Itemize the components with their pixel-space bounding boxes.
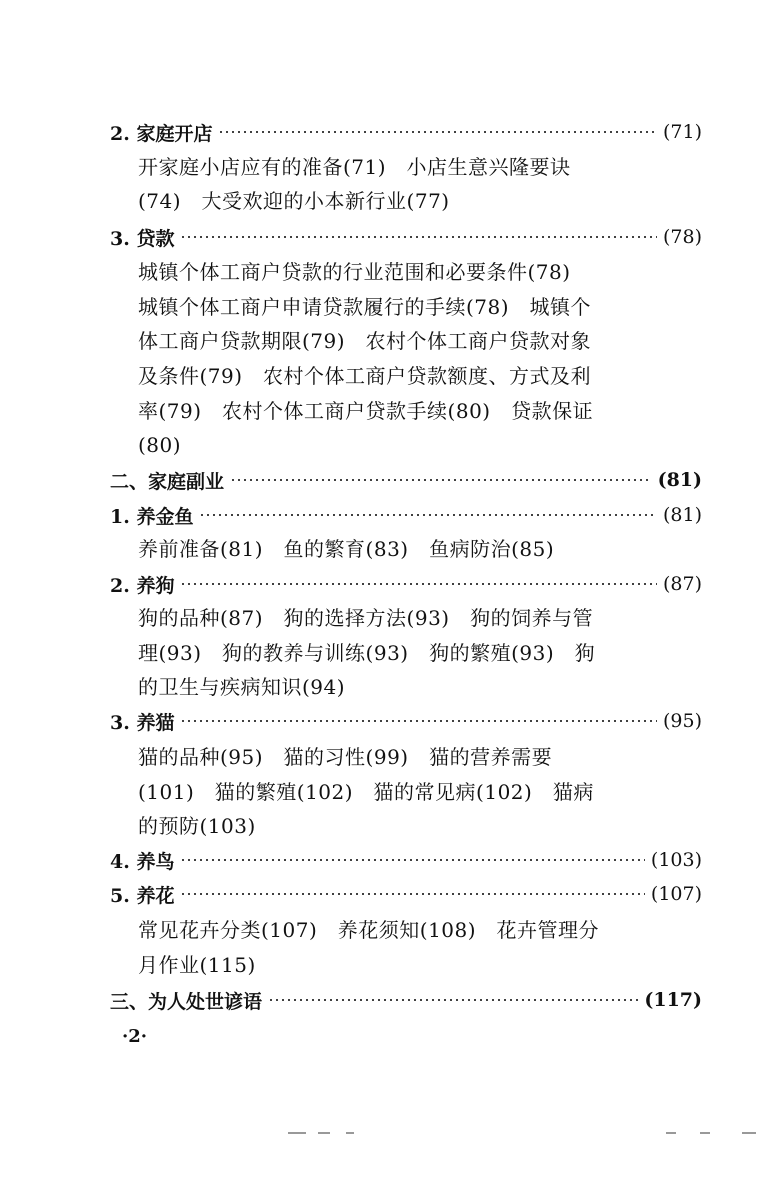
toc-subline: (74) 大受欢迎的小本新行业(77) [138,189,450,213]
toc-entry-dogs [110,566,702,602]
scan-speck [346,1132,354,1134]
entry-page: (81) [657,469,702,491]
toc-subline: 的卫生与疾病知识(94) [138,675,346,699]
toc-subline: 开家庭小店应有的准备(71) 小店生意兴隆要诀 [138,155,571,179]
toc-entry-home-shop [110,114,702,150]
entry-title: 5. 养花 [110,884,175,907]
entry-title: 二、家庭副业 [110,470,225,493]
scan-speck [666,1132,676,1134]
entry-page: (117) [644,989,702,1011]
toc-subline: 城镇个体工商户贷款的行业范围和必要条件(78) [138,260,571,284]
toc-subline: 常见花卉分类(107) 养花须知(108) 花卉管理分 [138,918,600,942]
dot-leader [180,720,657,722]
toc-entry-flowers [110,876,702,912]
scan-speck [288,1132,306,1134]
toc-subline: 猫的品种(95) 猫的习性(99) 猫的营养需要 [138,745,553,769]
toc-entry-goldfish [110,497,702,533]
entry-title: 2. 养狗 [110,574,175,597]
dot-leader [180,893,644,895]
dot-leader [230,479,652,481]
entry-page: (87) [662,573,702,595]
dot-leader [180,583,657,585]
entry-page: (78) [662,226,702,248]
entry-title: 1. 养金鱼 [110,505,194,528]
entry-page: (81) [662,504,702,526]
dot-leader [180,236,657,238]
entry-page: (95) [662,710,702,732]
toc-subline: 养前准备(81) 鱼的繁育(83) 鱼病防治(85) [138,537,555,561]
toc-subline: 理(93) 狗的教养与训练(93) 狗的繁殖(93) 狗 [138,641,596,665]
toc-subline: 月作业(115) [138,953,256,977]
entry-page: (103) [650,849,702,871]
toc-subline: (80) [138,433,182,457]
scan-speck [318,1132,330,1134]
toc-subline: 率(79) 农村个体工商户贷款手续(80) 贷款保证 [138,399,594,423]
toc-subline: (101) 猫的繁殖(102) 猫的常见病(102) 猫病 [138,780,594,804]
entry-title: 3. 养猫 [110,711,175,734]
scan-speck [742,1132,756,1134]
dot-leader [218,131,657,133]
entry-title: 3. 贷款 [110,227,175,250]
entry-title: 三、为人处世谚语 [110,990,263,1013]
toc-subline: 狗的品种(87) 狗的选择方法(93) 狗的饲养与管 [138,606,594,630]
toc-subline: 城镇个体工商户申请贷款履行的手续(78) 城镇个 [138,295,592,319]
dot-leader [199,514,657,516]
toc-entry-cats [110,703,702,739]
entry-title: 2. 家庭开店 [110,122,213,145]
entry-title: 4. 养鸟 [110,850,175,873]
toc-entry-proverbs [110,982,702,1018]
dot-leader [268,999,638,1001]
toc-subline: 的预防(103) [138,814,256,838]
scan-speck [700,1132,710,1134]
entry-page: (71) [662,121,702,143]
toc-entry-loans [110,219,702,255]
toc-subline: 体工商户贷款期限(79) 农村个体工商户贷款对象 [138,329,592,353]
toc-entry-birds [110,842,702,878]
entry-page: (107) [650,883,702,905]
dot-leader [180,859,644,861]
page-number: ·2· [122,1026,148,1047]
toc-entry-home-sideline [110,462,702,498]
toc-subline: 及条件(79) 农村个体工商户贷款额度、方式及利 [138,364,592,388]
